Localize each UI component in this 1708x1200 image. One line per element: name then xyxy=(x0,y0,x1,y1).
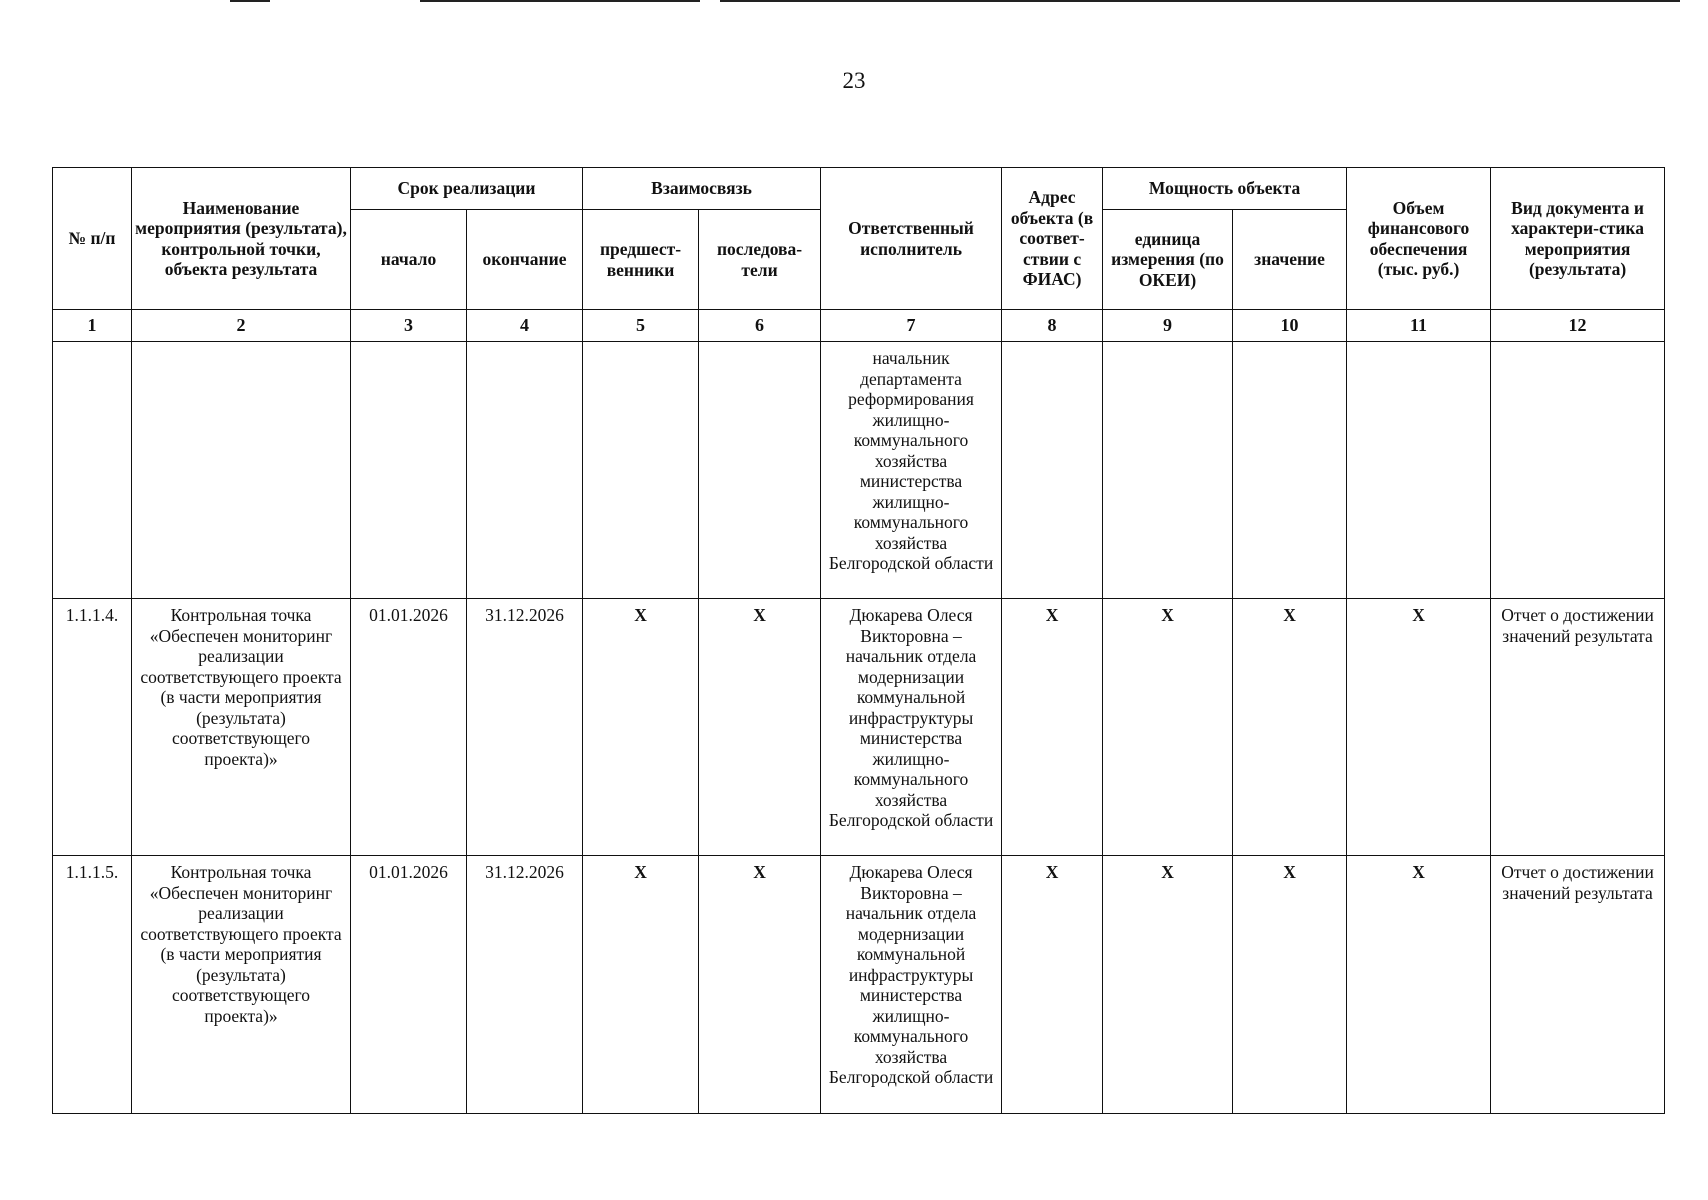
header-link-group: Взаимосвязь xyxy=(583,168,821,210)
row-unit: X xyxy=(1103,599,1233,856)
top-edge-line xyxy=(420,0,700,2)
header-num: № п/п xyxy=(53,168,132,310)
column-number: 11 xyxy=(1347,310,1491,342)
row-number: 1.1.1.4. xyxy=(53,599,132,856)
table-header xyxy=(53,168,1665,342)
table-row xyxy=(53,599,1665,856)
column-number: 4 xyxy=(467,310,583,342)
header-responsible: Ответственный исполнитель xyxy=(821,168,1002,310)
column-number: 9 xyxy=(1103,310,1233,342)
responsible-cell: начальник департамента реформирования жилищно-коммунального хозяйства министерства жилищно-коммунального хозяйства Белгородской области xyxy=(821,342,1002,599)
column-number: 3 xyxy=(351,310,467,342)
page-number: 23 xyxy=(842,68,866,93)
row-finance: X xyxy=(1347,856,1491,1114)
top-edge-line xyxy=(720,0,1680,2)
row-doc-type: Отчет о достижении значений результата xyxy=(1491,599,1665,856)
row-name: Контрольная точка «Обеспечен мониторинг реализации соответствующего проекта (в части мероприятия (результата) соответствующего проекта)» xyxy=(132,856,351,1114)
row-value: X xyxy=(1233,856,1347,1114)
table-row-continuation xyxy=(53,342,1665,599)
column-number: 6 xyxy=(699,310,821,342)
row-responsible: Дюкарева Олеся Викторовна – начальник отдела модернизации коммунальной инфраструктуры министерства жилищно-коммунального хозяйства Белгородской области xyxy=(821,599,1002,856)
row-predecessors: X xyxy=(583,599,699,856)
header-term-group: Срок реализации xyxy=(351,168,583,210)
header-end: окончание xyxy=(467,210,583,310)
row-successors: X xyxy=(699,856,821,1114)
row-name: Контрольная точка «Обеспечен мониторинг реализации соответствующего проекта (в части мероприятия (результата) соответствующего проекта)» xyxy=(132,599,351,856)
row-start-date: 01.01.2026 xyxy=(351,599,467,856)
header-value: значение xyxy=(1233,210,1347,310)
header-successors: последова-тели xyxy=(699,210,821,310)
header-name: Наименование мероприятия (результата), контрольной точки, объекта результата xyxy=(132,168,351,310)
row-unit: X xyxy=(1103,856,1233,1114)
row-end-date: 31.12.2026 xyxy=(467,856,583,1114)
table-body xyxy=(53,342,1665,1114)
column-number: 2 xyxy=(132,310,351,342)
column-number: 12 xyxy=(1491,310,1665,342)
header-capacity-group: Мощность объекта xyxy=(1103,168,1347,210)
column-number: 7 xyxy=(821,310,1002,342)
header-start: начало xyxy=(351,210,467,310)
row-end-date: 31.12.2026 xyxy=(467,599,583,856)
row-finance: X xyxy=(1347,599,1491,856)
column-numbers-row xyxy=(53,310,1665,342)
column-number: 5 xyxy=(583,310,699,342)
header-unit: единица измерения (по ОКЕИ) xyxy=(1103,210,1233,310)
column-number: 8 xyxy=(1002,310,1103,342)
plan-table xyxy=(52,167,1665,1114)
header-address: Адрес объекта (в соответ-ствии с ФИАС) xyxy=(1002,168,1103,310)
row-number: 1.1.1.5. xyxy=(53,856,132,1114)
row-address: X xyxy=(1002,856,1103,1114)
top-edge-line xyxy=(230,0,270,2)
row-start-date: 01.01.2026 xyxy=(351,856,467,1114)
table-row xyxy=(53,856,1665,1114)
row-doc-type: Отчет о достижении значений результата xyxy=(1491,856,1665,1114)
header-finance: Объем финансового обеспечения (тыс. руб.) xyxy=(1347,168,1491,310)
row-predecessors: X xyxy=(583,856,699,1114)
row-address: X xyxy=(1002,599,1103,856)
row-successors: X xyxy=(699,599,821,856)
header-doc-type: Вид документа и характери-стика мероприятия (результата) xyxy=(1491,168,1665,310)
column-number: 10 xyxy=(1233,310,1347,342)
row-value: X xyxy=(1233,599,1347,856)
header-predecessors: предшест-венники xyxy=(583,210,699,310)
row-responsible: Дюкарева Олеся Викторовна – начальник отдела модернизации коммунальной инфраструктуры министерства жилищно-коммунального хозяйства Белгородской области xyxy=(821,856,1002,1114)
column-number: 1 xyxy=(53,310,132,342)
